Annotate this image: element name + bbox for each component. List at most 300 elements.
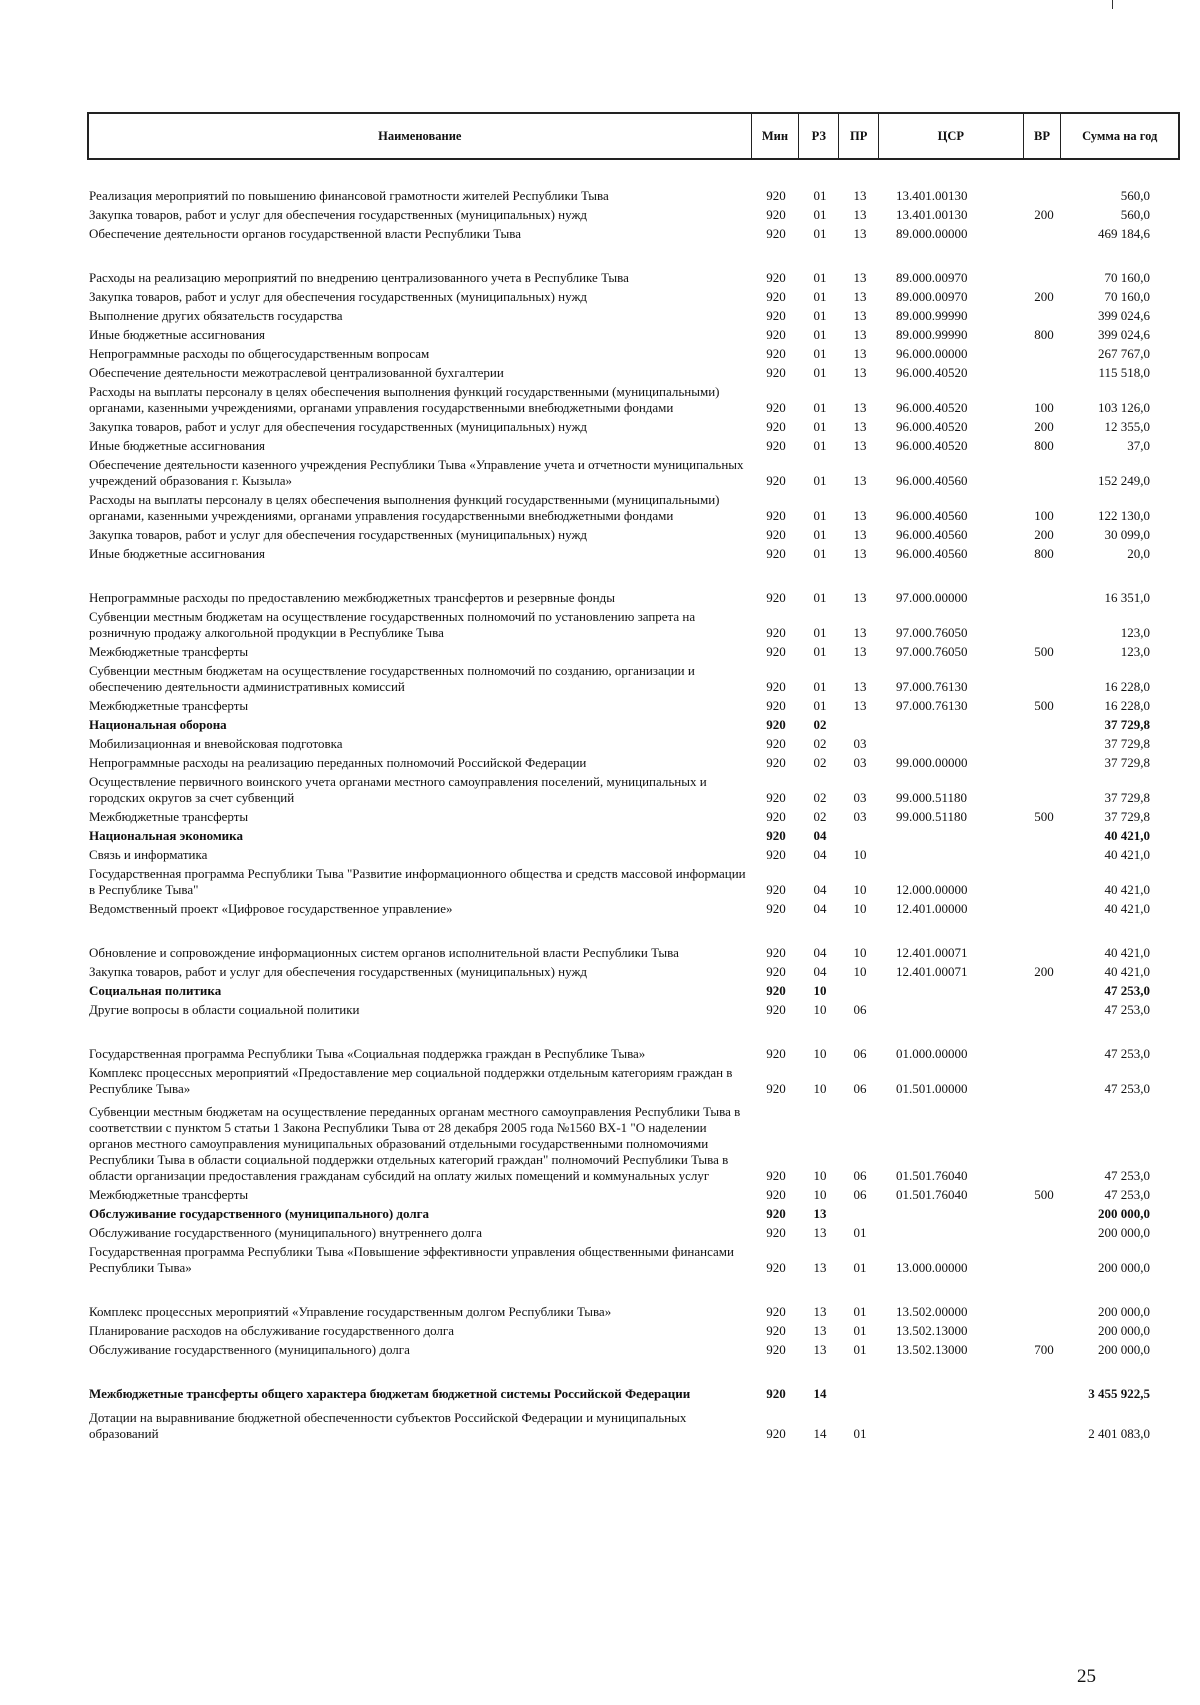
cell-pr: 13 [853,308,867,323]
cell-sum: 469 184,6 [1098,226,1150,241]
cell-csr: 13.401.00130 [896,207,968,222]
cell-rz: 02 [813,790,827,805]
table-row [87,491,1180,526]
cell-name: Расходы на реализацию мероприятий по внедрению централизованного учета в Республике Тыва [89,270,629,285]
cell-min: 920 [766,438,786,453]
cell-csr: 97.000.76130 [896,698,968,713]
cell-name: Субвенции местным бюджетам на осуществление государственных полномочий по созданию, организации и обеспечению деятельности административных комиссий [89,663,695,694]
cell-rz: 01 [813,590,827,605]
cell-vr: 800 [1034,546,1054,561]
cell-rz: 04 [813,847,827,862]
cell-name: Другие вопросы в области социальной политики [89,1002,360,1017]
table-row [87,288,1180,307]
cell-rz: 01 [813,188,827,203]
cell-csr: 97.000.76050 [896,625,968,640]
cell-sum: 37 729,8 [1104,755,1150,770]
header-min: Мин [752,114,800,158]
header-csr: ЦСР [879,114,1023,158]
cell-name: Мобилизационная и вневойсковая подготовка [89,736,343,751]
cell-pr: 10 [853,882,867,897]
table-row [87,326,1180,345]
cell-csr: 01.501.00000 [896,1081,968,1096]
cell-sum: 40 421,0 [1104,901,1150,916]
cell-rz: 01 [813,679,827,694]
header-vr: ВР [1024,114,1062,158]
table-row [87,827,1180,846]
cell-pr: 13 [853,473,867,488]
cell-csr: 89.000.99990 [896,308,968,323]
cell-name: Закупка товаров, работ и услуг для обеспечения государственных (муниципальных) нужд [89,527,588,542]
cell-csr: 96.000.40520 [896,365,968,380]
cell-rz: 02 [813,755,827,770]
cell-pr: 06 [853,1046,867,1061]
table-row [87,1282,1180,1322]
table-row [87,1341,1180,1360]
page-number: 25 [1077,1666,1096,1687]
table-row [87,1322,1180,1341]
cell-pr: 13 [853,419,867,434]
cell-min: 920 [766,736,786,751]
cell-min: 920 [766,644,786,659]
cell-sum: 40 421,0 [1104,964,1150,979]
cell-csr: 13.502.13000 [896,1323,968,1338]
cell-name: Непрограммные расходы на реализацию переданных полномочий Российской Федерации [89,755,587,770]
cell-name: Социальная политика [89,983,222,998]
cell-name: Обслуживание государственного (муниципального) долга [89,1206,430,1221]
cell-vr: 500 [1034,644,1054,659]
cell-sum: 47 253,0 [1104,1168,1150,1183]
cell-min: 920 [766,289,786,304]
cell-pr: 13 [853,546,867,561]
table-row [87,697,1180,716]
cell-min: 920 [766,882,786,897]
cell-pr: 13 [853,346,867,361]
cell-name: Закупка товаров, работ и услуг для обеспечения государственных (муниципальных) нужд [89,207,588,222]
cell-csr: 13.000.00000 [896,1260,968,1275]
cell-pr: 13 [853,400,867,415]
cell-min: 920 [766,828,786,843]
cell-min: 920 [766,1002,786,1017]
cell-min: 920 [766,790,786,805]
cell-rz: 01 [813,698,827,713]
cell-sum: 2 401 083,0 [1088,1426,1150,1441]
cell-rz: 13 [813,1342,827,1357]
cell-pr: 10 [853,847,867,862]
cell-min: 920 [766,901,786,916]
cell-name: Обеспечение деятельности казенного учреждения Республики Тыва «Управление учета и отчетности муниципальных учреждений образования г. Кызыла» [89,457,744,488]
cell-pr: 01 [853,1260,867,1275]
cell-csr: 96.000.40560 [896,473,968,488]
cell-min: 920 [766,625,786,640]
cell-name: Субвенции местным бюджетам на осуществление государственных полномочий по установлению запрета на розничную продажу алкогольной продукции в Республике Тыва [89,609,696,640]
cell-sum: 123,0 [1120,644,1150,659]
cell-name: Расходы на выплаты персоналу в целях обеспечения выполнения функций государственными (муниципальными) органами, казенными учреждениями, органами управления государственными внебюджетными фондами [89,492,720,523]
table-row [87,773,1180,808]
table-row [87,982,1180,1001]
cell-min: 920 [766,270,786,285]
cell-sum: 47 253,0 [1104,1187,1150,1202]
cell-sum: 103 126,0 [1098,400,1150,415]
cell-rz: 10 [813,1187,827,1202]
table-row [87,206,1180,225]
cell-rz: 02 [813,717,827,732]
cell-pr: 13 [853,226,867,241]
cell-pr: 13 [853,508,867,523]
cell-name: Связь и информатика [89,847,208,862]
cell-sum: 40 421,0 [1104,882,1150,897]
cell-csr: 97.000.76130 [896,679,968,694]
cell-rz: 14 [813,1386,827,1401]
cell-sum: 16 228,0 [1104,679,1150,694]
cell-csr: 96.000.40520 [896,400,968,415]
cell-name: Иные бюджетные ассигнования [89,327,266,342]
cell-vr: 100 [1034,400,1054,415]
table-row [87,1103,1180,1186]
cell-csr: 12.401.00071 [896,964,968,979]
cell-min: 920 [766,1206,786,1221]
cell-min: 920 [766,679,786,694]
cell-sum: 47 253,0 [1104,1002,1150,1017]
cell-pr: 13 [853,625,867,640]
cell-name: Выполнение других обязательств государства [89,308,343,323]
cell-csr: 89.000.00970 [896,270,968,285]
table-row [87,307,1180,326]
cell-pr: 13 [853,188,867,203]
header-sum: Сумма на год [1082,128,1158,143]
table-row [87,716,1180,735]
cell-name: Государственная программа Республики Тыва "Развитие информационного общества и средств массовой информации в Республике Тыва" [89,866,746,897]
cell-sum: 40 421,0 [1104,945,1150,960]
cell-pr: 01 [853,1323,867,1338]
cell-rz: 01 [813,546,827,561]
cell-min: 920 [766,207,786,222]
table-row [87,900,1180,919]
cell-min: 920 [766,1046,786,1061]
cell-vr: 500 [1034,698,1054,713]
table-row [87,1364,1180,1404]
table-row [87,643,1180,662]
cell-sum: 122 130,0 [1098,508,1150,523]
cell-rz: 01 [813,400,827,415]
cell-min: 920 [766,1323,786,1338]
cell-name: Государственная программа Республики Тыва «Социальная поддержка граждан в Республике Тыва» [89,1046,646,1061]
table-row [87,225,1180,244]
cell-rz: 01 [813,365,827,380]
cell-name: Межбюджетные трансферты [89,644,249,659]
cell-sum: 200 000,0 [1098,1225,1150,1240]
cell-sum: 70 160,0 [1104,270,1150,285]
cell-min: 920 [766,964,786,979]
cell-rz: 13 [813,1323,827,1338]
cell-name: Закупка товаров, работ и услуг для обеспечения государственных (муниципальных) нужд [89,419,588,434]
cell-name: Межбюджетные трансферты [89,1187,249,1202]
cell-min: 920 [766,1342,786,1357]
cell-rz: 01 [813,346,827,361]
cell-sum: 200 000,0 [1098,1323,1150,1338]
cell-sum: 30 099,0 [1104,527,1150,542]
cell-name: Непрограммные расходы по предоставлению межбюджетных трансфертов и резервные фонды [89,590,615,605]
cell-min: 920 [766,188,786,203]
cell-name: Субвенции местным бюджетам на осуществление переданных органам местного самоуправления Республики Тыва в соответствии с пунктом 5 статьи 1 Закона Республики Тыва от 28 декабря 2005 года №1560 ВХ-1 "О наделении органов местного самоуправления муниципальных образований отдельными государственными полномочиями Республики Тыва в области социальной поддержки отдельных категорий граждан" полномочий Республики Тыва в области организации предоставления гражданам субсидий на оплату жилых помещений и коммунальных услуг [89,1104,741,1183]
table-row [87,1243,1180,1278]
cell-csr: 96.000.00000 [896,346,968,361]
cell-name: Реализация мероприятий по повышению финансовой грамотности жителей Республики Тыва [89,188,609,203]
cell-sum: 200 000,0 [1098,1206,1150,1221]
cell-min: 920 [766,1260,786,1275]
cell-vr: 200 [1034,419,1054,434]
cell-name: Межбюджетные трансферты [89,698,249,713]
cell-min: 920 [766,1225,786,1240]
cell-name: Обслуживание государственного (муниципального) долга [89,1342,410,1357]
cell-rz: 01 [813,289,827,304]
cell-rz: 13 [813,1206,827,1221]
table-row [87,865,1180,900]
cell-min: 920 [766,698,786,713]
table-row [87,1064,1180,1099]
table-header [87,112,1180,160]
cell-pr: 03 [853,755,867,770]
cell-csr: 12.401.00000 [896,901,968,916]
table-body [87,166,1180,1444]
cell-csr: 96.000.40520 [896,419,968,434]
cell-csr: 13.502.13000 [896,1342,968,1357]
cell-vr: 200 [1034,964,1054,979]
cell-min: 920 [766,400,786,415]
table-row [87,568,1180,608]
cell-vr: 700 [1034,1342,1054,1357]
table-row [87,364,1180,383]
table-row [87,963,1180,982]
table-row [87,846,1180,865]
cell-sum: 267 767,0 [1098,346,1150,361]
table-row [87,1001,1180,1020]
cell-name: Обновление и сопровождение информационных систем органов исполнительной власти Республики Тыва [89,945,679,960]
cell-rz: 14 [813,1426,827,1441]
cell-rz: 04 [813,882,827,897]
cell-pr: 06 [853,1187,867,1202]
cell-vr: 800 [1034,327,1054,342]
cell-csr: 89.000.00000 [896,226,968,241]
cell-min: 920 [766,1426,786,1441]
cell-name: Обеспечение деятельности органов государственной власти Республики Тыва [89,226,521,241]
cell-sum: 37 729,8 [1104,809,1150,824]
cell-sum: 37 729,8 [1104,790,1150,805]
cell-sum: 37 729,8 [1104,717,1150,732]
cell-csr: 96.000.40520 [896,438,968,453]
cell-sum: 399 024,6 [1098,308,1150,323]
table-row [87,662,1180,697]
cell-pr: 06 [853,1081,867,1096]
header-name: Наименование [89,114,752,158]
cell-min: 920 [766,945,786,960]
cell-sum: 200 000,0 [1098,1342,1150,1357]
cell-rz: 01 [813,207,827,222]
cell-pr: 13 [853,365,867,380]
cell-min: 920 [766,1168,786,1183]
cell-name: Ведомственный проект «Цифровое государственное управление» [89,901,453,916]
cell-min: 920 [766,847,786,862]
table-row [87,1205,1180,1224]
cell-name: Планирование расходов на обслуживание государственного долга [89,1323,455,1338]
cell-sum: 47 253,0 [1104,1081,1150,1096]
cell-csr: 13.401.00130 [896,188,968,203]
cell-pr: 10 [853,901,867,916]
cell-rz: 01 [813,327,827,342]
cell-csr: 97.000.76050 [896,644,968,659]
cell-sum: 20,0 [1127,546,1150,561]
cell-min: 920 [766,226,786,241]
cell-csr: 96.000.40560 [896,546,968,561]
cell-min: 920 [766,809,786,824]
cell-csr: 12.401.00071 [896,945,968,960]
cell-csr: 89.000.00970 [896,289,968,304]
cell-rz: 01 [813,308,827,323]
cell-csr: 89.000.99990 [896,327,968,342]
cell-rz: 10 [813,1081,827,1096]
cell-rz: 10 [813,1046,827,1061]
cell-sum: 70 160,0 [1104,289,1150,304]
cell-sum: 16 351,0 [1104,590,1150,605]
table-row [87,345,1180,364]
cell-min: 920 [766,308,786,323]
cell-csr: 01.501.76040 [896,1168,968,1183]
cell-pr: 06 [853,1002,867,1017]
cell-pr: 03 [853,790,867,805]
cell-name: Межбюджетные трансферты [89,809,249,824]
cell-min: 920 [766,1081,786,1096]
cell-sum: 47 253,0 [1104,1046,1150,1061]
cell-min: 920 [766,346,786,361]
cell-vr: 500 [1034,809,1054,824]
cell-min: 920 [766,365,786,380]
cell-name: Обеспечение деятельности межотраслевой централизованной бухгалтерии [89,365,504,380]
cell-min: 920 [766,508,786,523]
cell-sum: 123,0 [1120,625,1150,640]
cell-rz: 10 [813,1168,827,1183]
cell-min: 920 [766,755,786,770]
cell-csr: 99.000.00000 [896,755,968,770]
cell-sum: 37 729,8 [1104,736,1150,751]
cell-pr: 13 [853,527,867,542]
table-row [87,456,1180,491]
cell-pr: 01 [853,1304,867,1319]
cell-min: 920 [766,1304,786,1319]
header-pr: ПР [839,114,879,158]
cell-pr: 13 [853,698,867,713]
cell-min: 920 [766,473,786,488]
cell-csr: 13.502.00000 [896,1304,968,1319]
table-row [87,608,1180,643]
cell-min: 920 [766,590,786,605]
table-row [87,1024,1180,1064]
table-row [87,545,1180,564]
cell-rz: 01 [813,644,827,659]
cell-pr: 13 [853,679,867,694]
table-row [87,1186,1180,1205]
cell-csr: 97.000.00000 [896,590,968,605]
cell-vr: 200 [1034,527,1054,542]
cell-name: Комплекс процессных мероприятий «Предоставление мер социальной поддержки отдельным категориям граждан в Республике Тыва» [89,1065,733,1096]
scan-mark [1112,0,1113,9]
cell-sum: 560,0 [1120,188,1150,203]
cell-sum: 12 355,0 [1104,419,1150,434]
cell-csr: 12.000.00000 [896,882,968,897]
table-row [87,1404,1180,1444]
cell-vr: 100 [1034,508,1054,523]
cell-name: Межбюджетные трансферты общего характера бюджетам бюджетной системы Российской Федерации [89,1386,691,1401]
cell-name: Национальная оборона [89,717,227,732]
cell-rz: 01 [813,527,827,542]
cell-vr: 500 [1034,1187,1054,1202]
cell-rz: 04 [813,901,827,916]
cell-name: Осуществление первичного воинского учета органами местного самоуправления поселений, муниципальных и городских округов за счет субвенций [89,774,707,805]
cell-pr: 13 [853,438,867,453]
cell-rz: 10 [813,1002,827,1017]
cell-min: 920 [766,983,786,998]
table-row [87,248,1180,288]
cell-sum: 40 421,0 [1104,847,1150,862]
cell-name: Иные бюджетные ассигнования [89,438,266,453]
cell-rz: 01 [813,226,827,241]
table-row [87,383,1180,418]
cell-min: 920 [766,717,786,732]
cell-name: Закупка товаров, работ и услуг для обеспечения государственных (муниципальных) нужд [89,289,588,304]
cell-csr: 01.501.76040 [896,1187,968,1202]
cell-pr: 01 [853,1342,867,1357]
cell-rz: 04 [813,828,827,843]
cell-min: 920 [766,1386,786,1401]
cell-csr: 01.000.00000 [896,1046,968,1061]
cell-pr: 10 [853,945,867,960]
cell-sum: 16 228,0 [1104,698,1150,713]
cell-rz: 13 [813,1304,827,1319]
cell-csr: 99.000.51180 [896,790,968,805]
cell-rz: 01 [813,438,827,453]
table-row [87,437,1180,456]
cell-rz: 01 [813,508,827,523]
cell-min: 920 [766,419,786,434]
cell-name: Комплекс процессных мероприятий «Управление государственным долгом Республики Тыва» [89,1304,612,1319]
table-row [87,166,1180,206]
cell-pr: 06 [853,1168,867,1183]
cell-sum: 200 000,0 [1098,1304,1150,1319]
cell-min: 920 [766,327,786,342]
cell-min: 920 [766,1187,786,1202]
cell-rz: 01 [813,625,827,640]
cell-pr: 13 [853,327,867,342]
header-rz: РЗ [799,114,839,158]
cell-rz: 01 [813,270,827,285]
cell-pr: 03 [853,736,867,751]
cell-csr: 96.000.40560 [896,527,968,542]
cell-sum: 115 518,0 [1098,365,1150,380]
cell-rz: 04 [813,964,827,979]
cell-name: Закупка товаров, работ и услуг для обеспечения государственных (муниципальных) нужд [89,964,588,979]
cell-pr: 13 [853,207,867,222]
cell-rz: 02 [813,809,827,824]
cell-pr: 03 [853,809,867,824]
cell-rz: 02 [813,736,827,751]
cell-sum: 40 421,0 [1104,828,1150,843]
table-row [87,923,1180,963]
cell-rz: 13 [813,1225,827,1240]
cell-sum: 37,0 [1127,438,1150,453]
cell-pr: 01 [853,1225,867,1240]
cell-csr: 99.000.51180 [896,809,968,824]
table-row [87,526,1180,545]
cell-pr: 13 [853,270,867,285]
cell-name: Непрограммные расходы по общегосударственным вопросам [89,346,430,361]
